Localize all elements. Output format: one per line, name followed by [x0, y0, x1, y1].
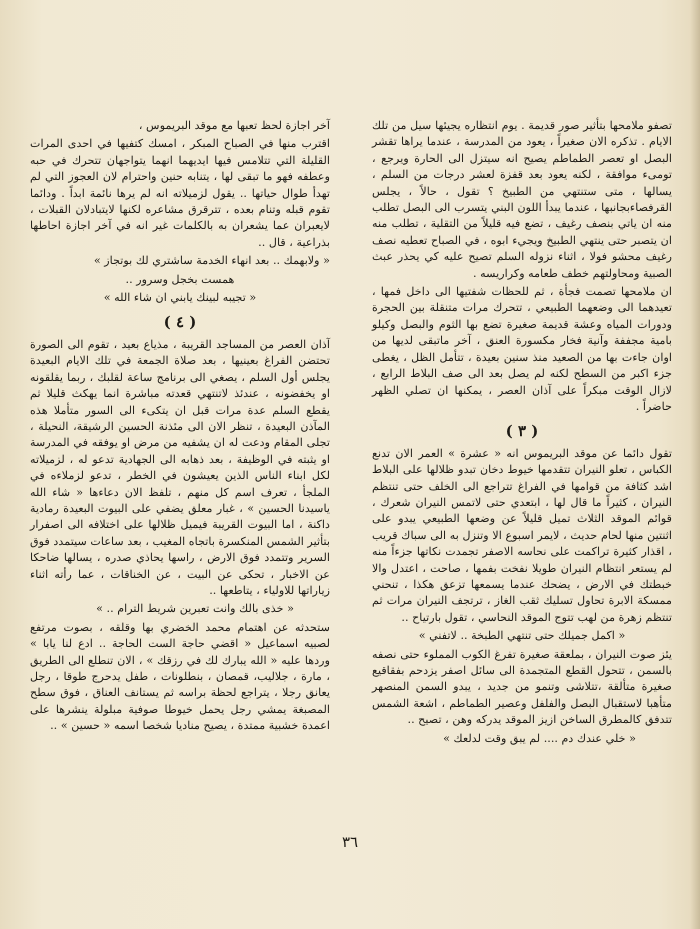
paragraph: ان ملامحها تصمت فجأة ، ثم للحظات شفتيها الى داخل فمها ، تعيدهما الى وضعهما الطبيعي ، تتحرك مرات متنقلة بين الحجرة ودورات المياه وعشة قديمة صغيرة تضع بها الثوم والبصل وكيلو بامية مجففة وآنية فخار مكسورة العنق ، آخر ماتبقى لديها من اوان جاءت بها من الصعيد منذ سنين بعيدة ، تتأمل الظل ، يغطى جزء اكبر من السطح لكنه لم يصل بعد الى صف البلاط الرابع ، لازال الوقت مبكراً على آذان العصر ، يمكنها ان تصلي الظهر حاضراً . [372, 285, 672, 413]
paragraph: اقترب منها في الصباح المبكر ، امسك كتفيها في احدى المرات القليلة التي تتلامس فيها ايديهما انهما يتواجهان تتحرك في حبه وعطفه فهو ما تبقى لها ، يتنابه حنين واحترام لان العجوز التي لم تهدأ طوال حياتها .. يقول لزميلاته انه لم يرها نائمة ابداً . ودائما تقوم قبله وتنام بعده ، تترقرق مشاعره لكنها لايتبادلان القبلات ، لايعبران عما يشعران به بالكلمات غير انه في آخر اجازة احاطها بذراعية ، قال .. [30, 137, 330, 249]
scan-edge-shadow [690, 0, 700, 929]
section-number-4: ( ٤ ) [163, 313, 197, 332]
paragraph: ستحدثه عن اهتمام محمد الخضري بها وقلقه ، بصوت مرتفع لصبيه اسماعيل « اقضي حاجة الست الحاجة .. ادع لنا يابا » وردها عليه « الله يبارك لك في رزقك » ، الان تنطلع الى الطريق ، مارة ، جلاليب، قمصان ، بنطلونات ، طفل يدحرج طوقا ، رجل يعانق رجلا ، يتراجع لحظة براسه ثم يستانف العناق ، فوق سطح المصبغة يمشي رجل يحمل خيوطا صوفية مبلولة ينشرها على اعمدة خشبية ممتدة ، يصيح مناديا شخصا اسمه « حسين » .. [30, 620, 330, 733]
right-column [372, 118, 672, 749]
paragraph: يئز صوت النيران ، بملعقة صغيرة تفرغ الكوب المملوء حتى نصفه بالسمن ، تتحول القطع المتجمدة الى سائل اصفر يزدحم بفقاقيع صغيرة متألقة ،تتلاشى وتنمو من جديد ، يبدو السمن المنصهر متأهبا لاستقبال البصل والفلفل وعصير الطماطم ، اشعة الشمس تتدفق كالمطرق الساخن ازيز الموقد يدركه وهن ، تصيح .. [372, 647, 672, 727]
paragraph: آخر اجازة لحظ تعبها مع موقد البريموس ، [138, 119, 330, 132]
paragraph: تقول دائما عن موقد البريموس انه « عشرة » العمر الان تدنع الكباس ، تعلو النيران تتقدمها خيوط دخان تبدو ظلالها على البلاط اشد كثافة من قوامها في الفراغ تتراجع الى الخلف حتى تنتظم النيران ، كثيراً ما قال لها ، ابتعدي حتى لاتمس النيران شعرك ، قوائم الموقد الثلاث تميل قليلاً عن وضعها الطبيعي يبدو على اثنتين منها لحام حديث ، لايمر اسبوع الا وتنزل به الى سباك قريب ، اقذار كثيرة تراكمت على نحاسه الاصفر تجمدت نكاتها جزءاً منه لم يستعر انتظام النيران طويلا نفخت بفمها ، صاحت ، اعتدل والا خبطتك في الارض ، يضحك عندما يسمعها تزعق هكذا ، تنحني ممسكة الابرة تحاول تسليك ثقب الغاز ، ترتجف النيران مرات ثم تنتظم زهرة من لهب تتوج الموقد النحاسي ، تقول بارتياح .. [372, 446, 672, 624]
paragraph: تصفو ملامحها بتأثير صور قديمة . يوم انتظاره يجيئها سيل من تلك الايام . تذكره الان صغيراً ، يعود من المدرسة ، عندما يراها تقشر البصل او تعصر الطماطم يصيح انه سيتزل الى الحارة ويرجع ، تومىء موافقة ، لكنه يعود بعد قفزة لعشر درجات من السلم ، يسالها ، متى ستنتهي من الطبيخ ؟ تقول ، حالاً ، يجلس القرفصاءبجانبها ، عندما يبدأ اللون البني يتسرب الى البصل تطلب منه ان ياتي بنصف رغيف ، تضع فيه قليلاً من التقلية ، تطلب منه ان يتصبر حتى ينتهي الطبيخ ويجيء ابوه ، في الصباح تعطيه نصف رغيف محشو فولا ، اثناء نزوله السلم تصيح عليه كي يحذر عبث الصبية ومحاولتهم خطف طعامه وكراريسه . [372, 119, 672, 280]
quote: « خلي عندك دم .... لم يبق وقت لدلعك » [443, 731, 636, 745]
section-number-3: ( ٣ ) [505, 422, 539, 441]
paragraph: همست بخجل وسرور .. [125, 272, 235, 286]
page-number: ٣٦ [341, 833, 359, 851]
quote: « تجيبه لبينك يابني ان شاء الله » [103, 291, 257, 305]
quote: « خذى بالك وانت تعبرين شريط الترام .. » [96, 602, 294, 616]
left-column [30, 118, 330, 737]
paragraph: آذان العصر من المساجد القريبة ، مذياع بعيد ، تقوم الى الصورة تحتضن الفراغ بعينيها ، بعد صلاة الجمعة في تلك الايام البعيدة يجلس أول السلم ، يصغي الى برنامج ساعة لقلبك ، ربما يقلقونه او يخفضونه ، عندئذ لاتنتهي قعدته مباشرة انما يهكث قليلا ثم يقطع السلم عدة مرات قبل ان يتكىء الى السور متأملا هذه المآذن البعيدة ، تنظر الان الى مئذنة الحسين الرشيقة، النحيلة ، تجلى المقام ودعت له ان يشفيه من مرض او يوفقه في المدرسة او يثبته في الوظيفة ، بعد ذهابه الى الجهادية تدعو له ، لزميلاته لكل ابناء الناس الذين يعيشون في الخطر ، تدعو لزملاءه في الملجأ ، تعرف اسم كل منهم ، تلفظ الان دعاءها « شاء الله ياسيدنا الحسين » ، غبار معلق يضفي على البيوت البعيدة رمادية داكنة ، اما البيوت القريبة فيميل ظلالها على اختلافه الى اصفرار بتأثير الشمس المنكسرة باتجاه المغيب ، بعد ساعات سيتمدد فوق السرير وتتمدد فوق الارض ، راسها يحاذي صدره ، يسالها ضاحكا عن الاخبار ، تحكى عن البيت ، عن الخناقات ، عما رأته اثناء زياراتها للاولياء ، يتاطعها .. [30, 337, 330, 597]
paragraph: « ولابهمك .. بعد انهاء الخدمة ساشتري لك بوتجاز » [93, 254, 330, 268]
quote: « اكمل جميلك حتى تنتهي الطبخة .. لاتفني » [418, 629, 626, 643]
